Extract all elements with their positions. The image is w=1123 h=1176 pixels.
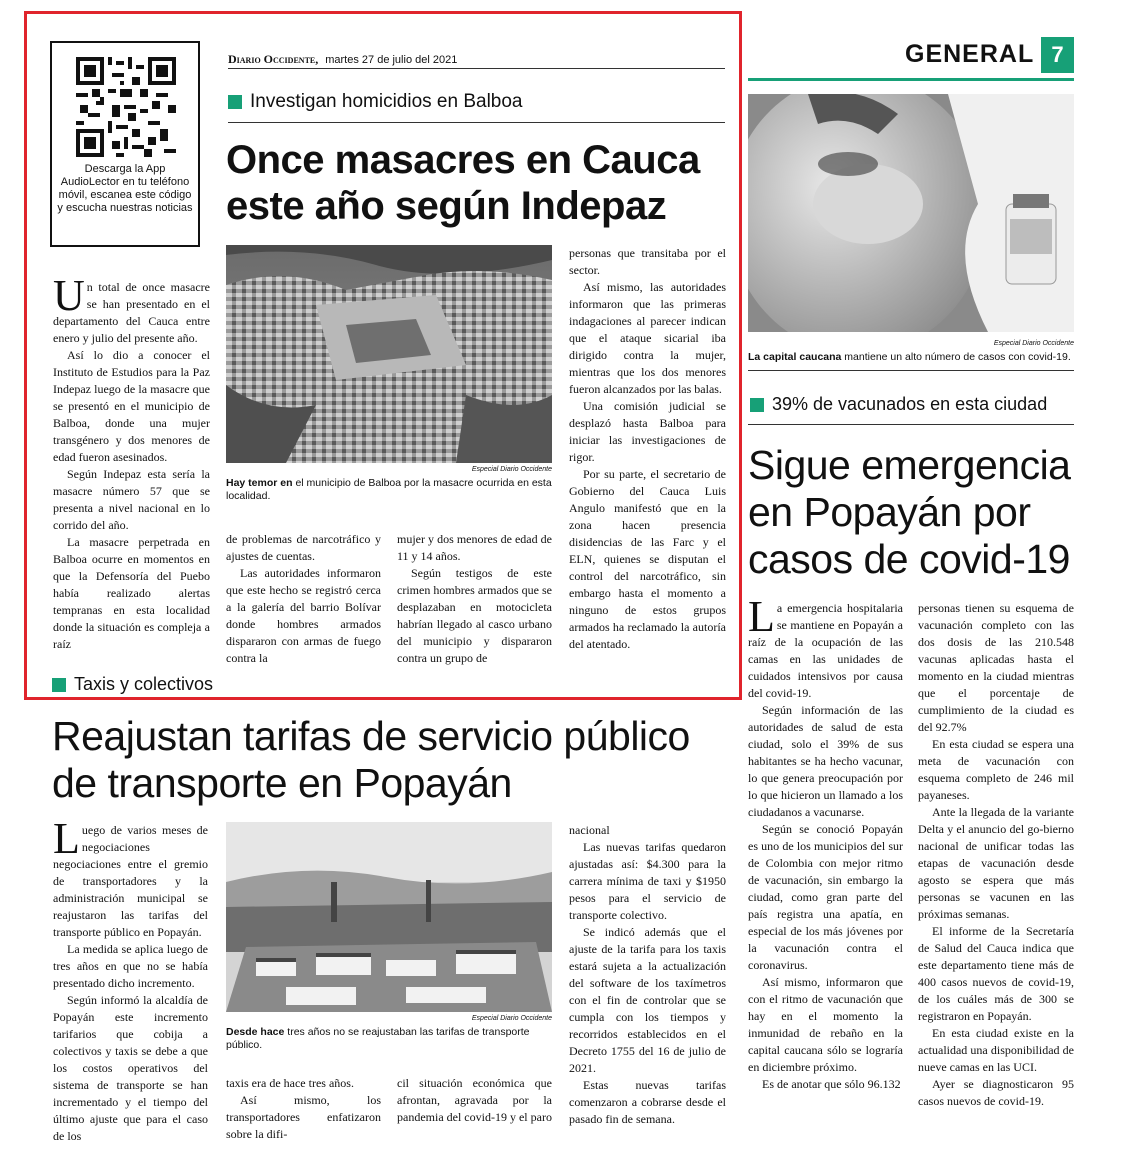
paragraph: La medida se aplica luego de tres años en que no se había presentado dicho incremento. bbox=[53, 942, 208, 990]
paragraph: cil situación económica que afrontan, agravada por la pandemia del covid-19 y el paro bbox=[397, 1076, 552, 1124]
paragraph: personas tienen su esquema de vacunación completo con las dos dosis de las 210.548 vacunas aplicadas hasta el momento en la ciudad mientras que el porcentaje de cumplimiento de la ciudad es del 92.7% bbox=[918, 601, 1074, 734]
article1-column-3 bbox=[397, 531, 552, 667]
masthead-date: martes 27 de julio del 2021 bbox=[325, 54, 458, 66]
paragraph: Por su parte, el secretario de Gobierno del Cauca Luis Angulo manifestó que en la zona hacen presencia disidencias de las Farc y el ELN, quienes se disputan el control del narcotráfico, sin embargo hasta el momento a ninguno de estos grupos armados ha reclamado la autoría del atentado. bbox=[569, 467, 726, 651]
kicker-rule bbox=[748, 424, 1074, 425]
paragraph: Un total de once masacre se han presentado en el departamento del Cauca entre enero y julio del presente año. bbox=[53, 271, 210, 345]
article3-column-2 bbox=[226, 1075, 381, 1143]
article2-headline bbox=[748, 442, 1088, 583]
paragraph: Ayer se diagnosticaron 95 casos nuevos de covid-19. bbox=[918, 1077, 1074, 1108]
article3-headline-line2: de transporte en Popayán bbox=[52, 760, 512, 806]
article1-column-2 bbox=[226, 531, 381, 667]
article2-caption-text: mantiene un alto número de casos con covid-19. bbox=[841, 351, 1071, 363]
article3-caption bbox=[226, 1026, 556, 1052]
paragraph: Así mismo, las autoridades informaron que las primeras indagaciones al parecer indican que el ataque sicarial iba dirigido contra la mujer, mientras que los dos menores fueron alcanzados por las balas. bbox=[569, 280, 726, 396]
article3-kicker bbox=[52, 674, 213, 695]
paragraph: En esta ciudad existe en la actualidad una disponibilidad de nueve camas en las UCI. bbox=[918, 1026, 1074, 1074]
article2-column-2 bbox=[918, 600, 1074, 1110]
article2-headline-line1: Sigue emergencia bbox=[748, 442, 1071, 488]
paragraph: Según informó la alcaldía de Popayán este incremento tarifarios que cobija a colectivos y taxis se debe a que los costos operativos del sistema de transporte se han incrementado y el tiempo del último ajuste que para el caso de los bbox=[53, 993, 208, 1143]
page-number-badge bbox=[1041, 37, 1074, 73]
paragraph: El informe de la Secretaría de Salud del Cauca indica que este departamento tiene más de 400 casos nuevos de covid-19, de los cuáles más de 300 se registraron en Popayán. bbox=[918, 924, 1074, 1023]
paragraph: La emergencia hospitalaria se mantiene en Popayán a raíz de la ocupación de las camas en las unidades de cuidados intensivos por causa del covid-19. bbox=[748, 592, 903, 700]
paragraph: Según Indepaz esta sería la masacre número 57 que se presenta a nivel nacional en lo corrido del año. bbox=[53, 467, 210, 532]
article1-caption-lead: Hay temor en bbox=[226, 477, 293, 489]
qr-caption: Descarga la App AudioLector en tu teléfono móvil, escanea este código y escucha nuestras noticias bbox=[57, 163, 193, 214]
paragraph: nacional bbox=[569, 823, 610, 837]
paragraph: La masacre perpetrada en Balboa ocurre en momentos en que la Defensoría del Puebo había realizado alertas tempranas en esta localidad donde la situación es compleja a raíz bbox=[53, 535, 210, 651]
masthead-rule bbox=[228, 68, 725, 69]
article3-caption-lead: Desde hace bbox=[226, 1026, 285, 1038]
article1-headline-line2: este año según Indepaz bbox=[226, 184, 667, 228]
paragraph: Se indicó además que el ajuste de la tarifa para los taxis estará sujeta a la actualización del software de los taxímetros con el fin de controlar que se cumpla con los tiempos y recorridos establecidos en el Decreto 1755 del 16 de julio de 2021. bbox=[569, 925, 726, 1075]
masthead bbox=[228, 52, 457, 67]
article1-headline bbox=[226, 137, 736, 229]
popayan-photo bbox=[226, 822, 552, 1012]
paragraph: personas que transitaba por el sector. bbox=[569, 246, 726, 277]
city-skyline-illustration bbox=[226, 822, 552, 1012]
kicker-rule bbox=[228, 122, 725, 123]
article2-headline-line2: en Popayán por bbox=[748, 489, 1031, 535]
article3-headline bbox=[52, 713, 742, 807]
article1-photo-credit: Especial Diario Occidente bbox=[471, 466, 552, 473]
page-number: 7 bbox=[1051, 42, 1064, 67]
article3-kicker-text: Taxis y colectivos bbox=[74, 674, 214, 694]
section-title: GENERAL bbox=[905, 40, 1035, 68]
health-worker-illustration bbox=[748, 94, 1074, 332]
article3-column-3 bbox=[397, 1075, 552, 1126]
article2-kicker-text: 39% de vacunados en esta ciudad bbox=[772, 394, 1048, 414]
paragraph: Luego de varios meses de negociaciones negociaciones entre el gremio de transportadores y la administración municipal se reajustaron las tarifas del transporte público en Popayán. bbox=[53, 814, 208, 939]
article1-headline-line1: Once masacres en Cauca bbox=[226, 138, 700, 182]
paragraph: Así mismo, los transportadores enfatizaron sobre la difi- bbox=[226, 1093, 381, 1141]
aerial-town-illustration bbox=[226, 245, 552, 463]
paragraph: Las autoridades informaron que este hecho se registró cerca a la galería del barrio Bolívar donde hombres armados dispararon con armas de fuego contra la bbox=[226, 566, 381, 665]
article2-headline-line3: casos de covid-19 bbox=[748, 536, 1070, 582]
covid-vaccine-photo bbox=[748, 94, 1074, 332]
paragraph: Ante la llegada de la variante Delta y el anuncio del go-bierno nacional de unificar todas las etapas de vacunación desde agosto se espera que más personas se vacunen en las próximas semanas. bbox=[918, 805, 1074, 921]
article2-caption-lead: La capital caucana bbox=[748, 351, 842, 363]
paragraph: En esta ciudad se espera una meta de vacunación con esquema completo de 246 mil payaneses. bbox=[918, 737, 1074, 802]
article1-column-1 bbox=[53, 271, 210, 653]
article3-photo-credit: Especial Diario Occidente bbox=[471, 1015, 552, 1022]
paragraph: taxis era de hace tres años. bbox=[226, 1076, 354, 1090]
article1-column-4 bbox=[569, 245, 726, 653]
paragraph: Según información de las autoridades de salud de esta ciudad, solo el 39% de sus habitantes se ha hecho vacunar, lo que genera preocupación por lo que hicieron un llamado a los ciudadanos a vacunarse. bbox=[748, 703, 903, 819]
header-rule bbox=[748, 78, 1074, 81]
qr-code-icon bbox=[76, 57, 176, 157]
article2-column-1 bbox=[748, 592, 903, 1093]
paragraph: Así mismo, informaron que con el ritmo de vacunación que hay en el momento la inmunidad de rebaño en la capital caucana sólo se lograría en diciembre próximo. bbox=[748, 975, 903, 1074]
article1-kicker-text: Investigan homicidios en Balboa bbox=[250, 91, 523, 112]
article3-headline-line1: Reajustan tarifas de servicio público bbox=[52, 713, 690, 759]
paragraph: Según se conoció Popayán es uno de los municipios del sur de Colombia con mejor ritmo de vacunación, sin embargo la ciudad, como gran parte del país registra una apatía, en especial de los más jóvenes por la vacunación contra el coronavirus. bbox=[748, 822, 903, 972]
masthead-paper-name: Diario Occidente, bbox=[228, 52, 319, 66]
qr-promo-box bbox=[50, 41, 200, 247]
article1-kicker bbox=[228, 91, 523, 113]
paragraph: Es de anotar que sólo 96.132 bbox=[762, 1077, 901, 1091]
paragraph: Las nuevas tarifas quedaron ajustadas así: $4.300 para la carrera mínima de taxi y $1950 pesos para el servicio de transporte colectivo. bbox=[569, 840, 726, 922]
paragraph: Estas nuevas tarifas comenzaron a cobrarse desde el pasado fin de semana. bbox=[569, 1078, 726, 1126]
kicker-square-icon bbox=[228, 95, 242, 109]
caption-rule bbox=[748, 370, 1074, 371]
paragraph: mujer y dos menores de edad de 11 y 14 años. bbox=[397, 532, 552, 563]
balboa-photo bbox=[226, 245, 552, 463]
paragraph: de problemas de narcotráfico y ajustes de cuentas. bbox=[226, 532, 381, 563]
article3-column-1 bbox=[53, 814, 208, 1145]
paragraph: Según testigos de este crimen hombres armados que se desplazaban en motocicleta habrían llegado al casco urbano del municipio y dispararon contra un grupo de bbox=[397, 566, 552, 665]
article2-caption bbox=[748, 351, 1078, 364]
article3-caption-text: tres años no se reajustaban las tarifas de transporte público. bbox=[226, 1026, 530, 1051]
article2-kicker bbox=[750, 394, 1047, 415]
article2-photo-credit: Especial Diario Occidente bbox=[993, 340, 1074, 347]
paragraph: Así lo dio a conocer el Instituto de Estudios para la Paz Indepaz luego de la masacre que se presentó en el municipio de Balboa, donde una mujer transgénero y dos menores de edad fueron asesinados. bbox=[53, 348, 210, 464]
article1-caption bbox=[226, 477, 556, 503]
paragraph: Una comisión judicial se desplazó hasta Balboa para iniciar las investigaciones de rigor. bbox=[569, 399, 726, 464]
article1-caption-text: el municipio de Balboa por la masacre ocurrida en esta localidad. bbox=[226, 477, 552, 502]
article3-column-4 bbox=[569, 822, 726, 1128]
kicker-square-icon bbox=[52, 678, 66, 692]
kicker-square-icon bbox=[750, 398, 764, 412]
